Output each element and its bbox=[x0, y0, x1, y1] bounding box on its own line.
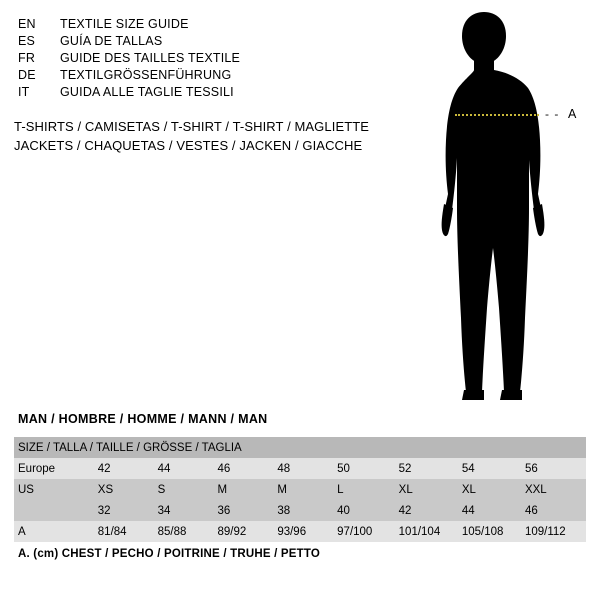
language-row bbox=[18, 16, 348, 33]
language-text: TEXTILE SIZE GUIDE bbox=[60, 17, 189, 31]
man-section-heading: MAN / HOMBRE / HOMME / MANN / MAN bbox=[18, 412, 268, 426]
cell-value: 40 bbox=[335, 500, 397, 521]
cell-value: 36 bbox=[215, 500, 275, 521]
cell-value: XS bbox=[96, 479, 156, 500]
measurement-footnote: A. (cm) CHEST / PECHO / POITRINE / TRUHE / PETTO bbox=[18, 548, 321, 560]
cell-value: L bbox=[335, 479, 397, 500]
language-row bbox=[18, 33, 348, 50]
table-header-row bbox=[14, 437, 586, 458]
cell-value: 56 bbox=[523, 458, 586, 479]
language-row bbox=[18, 50, 348, 67]
table-header-label: SIZE / TALLA / TAILLE / GRÖSSE / TAGLIA bbox=[14, 437, 586, 458]
cell-value: XXL bbox=[523, 479, 586, 500]
language-text: GUÍA DE TALLAS bbox=[60, 34, 163, 48]
measure-leader-dashes: - - bbox=[545, 107, 560, 121]
silhouette-icon bbox=[400, 8, 600, 408]
male-silhouette-figure bbox=[400, 8, 600, 408]
row-label: Europe bbox=[14, 458, 96, 479]
table-row bbox=[14, 458, 586, 479]
language-text: GUIDA ALLE TAGLIE TESSILI bbox=[60, 85, 234, 99]
row-label: A bbox=[14, 521, 96, 542]
cell-value: 42 bbox=[397, 500, 460, 521]
cell-value: 97/100 bbox=[335, 521, 397, 542]
cell-value: 46 bbox=[215, 458, 275, 479]
language-code: EN bbox=[18, 17, 36, 31]
cell-value: 42 bbox=[96, 458, 156, 479]
table-row bbox=[14, 479, 586, 500]
size-table bbox=[14, 437, 586, 542]
language-code: ES bbox=[18, 34, 36, 48]
cell-value: M bbox=[275, 479, 335, 500]
cell-value: M bbox=[215, 479, 275, 500]
cell-value: 85/88 bbox=[156, 521, 216, 542]
table-row bbox=[14, 521, 586, 542]
language-list bbox=[18, 16, 348, 101]
cell-value: 44 bbox=[460, 500, 523, 521]
cell-value: 54 bbox=[460, 458, 523, 479]
table-row bbox=[14, 500, 586, 521]
cell-value: 105/108 bbox=[460, 521, 523, 542]
language-row bbox=[18, 67, 348, 84]
cell-value: XL bbox=[397, 479, 460, 500]
cell-value: 50 bbox=[335, 458, 397, 479]
cell-value: 32 bbox=[96, 500, 156, 521]
cell-value: 52 bbox=[397, 458, 460, 479]
cell-value: 101/104 bbox=[397, 521, 460, 542]
category-line-jackets: JACKETS / CHAQUETAS / VESTES / JACKEN / GIACCHE bbox=[14, 138, 363, 153]
language-row bbox=[18, 84, 348, 101]
language-code: IT bbox=[18, 85, 30, 99]
category-line-tshirts: T-SHIRTS / CAMISETAS / T-SHIRT / T-SHIRT / MAGLIETTE bbox=[14, 119, 370, 134]
row-label: US bbox=[14, 479, 96, 500]
row-label bbox=[14, 500, 96, 521]
cell-value: 48 bbox=[275, 458, 335, 479]
cell-value: 81/84 bbox=[96, 521, 156, 542]
cell-value: 93/96 bbox=[275, 521, 335, 542]
category-list bbox=[14, 117, 374, 155]
language-text: TEXTILGRÖSSENFÜHRUNG bbox=[60, 68, 232, 82]
language-code: DE bbox=[18, 68, 36, 82]
cell-value: 38 bbox=[275, 500, 335, 521]
language-code: FR bbox=[18, 51, 36, 65]
cell-value: 46 bbox=[523, 500, 586, 521]
measure-label-a: A bbox=[568, 107, 577, 121]
cell-value: 44 bbox=[156, 458, 216, 479]
cell-value: S bbox=[156, 479, 216, 500]
cell-value: XL bbox=[460, 479, 523, 500]
cell-value: 109/112 bbox=[523, 521, 586, 542]
cell-value: 34 bbox=[156, 500, 216, 521]
cell-value: 89/92 bbox=[215, 521, 275, 542]
language-text: GUIDE DES TAILLES TEXTILE bbox=[60, 51, 241, 65]
chest-measure-line bbox=[455, 114, 539, 116]
